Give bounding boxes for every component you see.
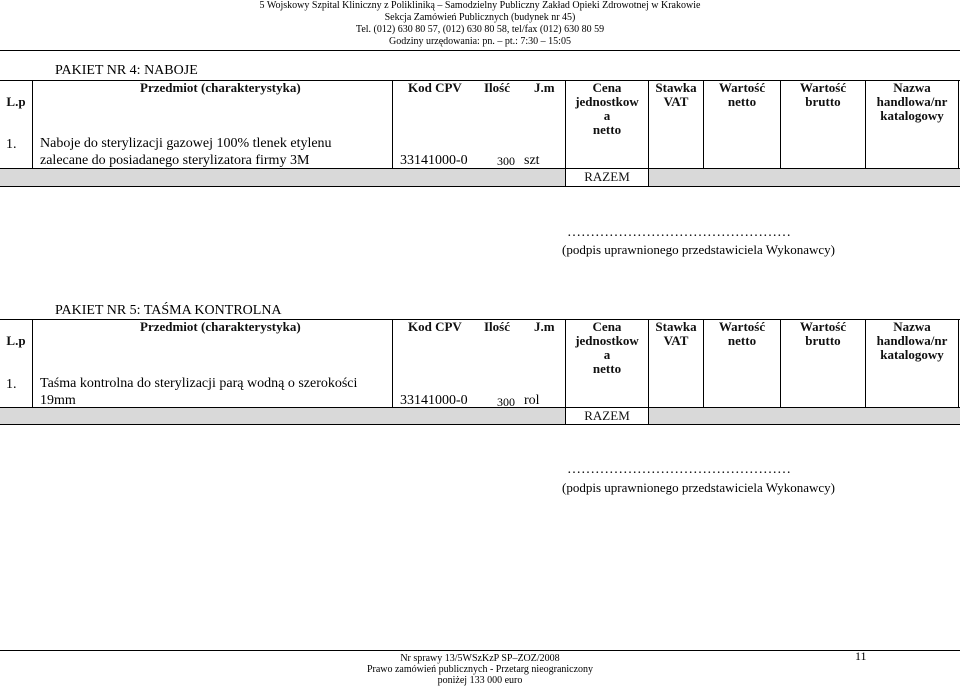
col-gross: Wartość brutto [799, 319, 847, 348]
row-qty: 300 [497, 154, 515, 168]
col-net: Wartość netto [718, 319, 766, 348]
row-lp: 1. [6, 137, 17, 152]
signature-dots-1: ………………………………………… [567, 225, 791, 240]
col-price: Cena jednostkow a netto [575, 80, 639, 137]
hospital-name: 5 Wojskowy Szpital Kliniczny z Polikliniką – Samodzielny Publiczny Zakład Opieki Zdrowotnej w Krakowie [259, 0, 701, 11]
section-name: Sekcja Zamówień Publicznych (budynek nr 45) [384, 12, 576, 23]
col-name: Nazwa handlowa/nr katalogowy [876, 319, 948, 362]
package-5-total-label: RAZEM [584, 408, 630, 423]
col-qty: Ilość [484, 80, 510, 95]
office-hours: Godziny urzędowania: pn. – pt.: 7:30 – 15:05 [389, 36, 571, 47]
col-cpv: Kod CPV [408, 319, 462, 334]
threshold: poniżej 133 000 euro [437, 675, 523, 686]
row-subject-line1: Naboje do sterylizacji gazowej 100% tlenek etylenu [40, 136, 332, 151]
package-5-total-filler-right [649, 408, 960, 424]
row-cpv: 33141000-0 [400, 153, 468, 168]
row-subject-line2: zalecane do posiadanego sterylizatora firmy 3M [40, 153, 310, 168]
package-4-total-label: RAZEM [584, 169, 630, 184]
signature-label-1: (podpis uprawnionego przedstawiciela Wykonawcy) [562, 242, 835, 257]
signature-dots-2: ………………………………………… [567, 462, 791, 477]
col-unit: J.m [534, 80, 555, 95]
package-4-title: PAKIET NR 4: NABOJE [55, 63, 198, 78]
col-gross: Wartość brutto [799, 80, 847, 109]
col-price: Cena jednostkow a netto [575, 319, 639, 376]
header-divider [0, 50, 960, 51]
col-unit: J.m [534, 319, 555, 334]
package-5-title: PAKIET NR 5: TAŚMA KONTROLNA [55, 303, 282, 318]
package-5-total-filler [0, 408, 565, 424]
col-vat: Stawka VAT [655, 319, 697, 348]
row-lp: 1. [6, 377, 17, 392]
row-cpv: 33141000-0 [400, 393, 468, 408]
row-qty: 300 [497, 395, 515, 409]
col-subject: Przedmiot (charakterystyka) [140, 80, 301, 95]
phone-line: Tel. (012) 630 80 57, (012) 630 80 58, tel/fax (012) 630 80 59 [355, 24, 605, 35]
col-name: Nazwa handlowa/nr katalogowy [876, 80, 948, 123]
case-number: Nr sprawy 13/5WSzKzP SP–ZOZ/2008 [400, 653, 560, 664]
footer-divider [0, 650, 960, 651]
package-4-total-filler [0, 169, 565, 186]
col-qty: Ilość [484, 319, 510, 334]
col-lp: L.p [6, 94, 26, 109]
col-net: Wartość netto [718, 80, 766, 109]
package-4-total-filler-right [649, 169, 960, 186]
col-subject: Przedmiot (charakterystyka) [140, 319, 301, 334]
row-unit: szt [524, 153, 540, 168]
row-subject-line2: 19mm [40, 393, 76, 408]
col-cpv: Kod CPV [408, 80, 462, 95]
procedure-type: Prawo zamówień publicznych - Przetarg nieograniczony [366, 664, 594, 675]
row-subject-line1: Taśma kontrolna do sterylizacji parą wodną o szerokości [40, 376, 358, 391]
row-unit: rol [524, 393, 540, 408]
col-lp: L.p [6, 333, 26, 348]
signature-label-2: (podpis uprawnionego przedstawiciela Wykonawcy) [562, 480, 835, 495]
page-number: 11 [855, 649, 867, 663]
col-vat: Stawka VAT [655, 80, 697, 109]
